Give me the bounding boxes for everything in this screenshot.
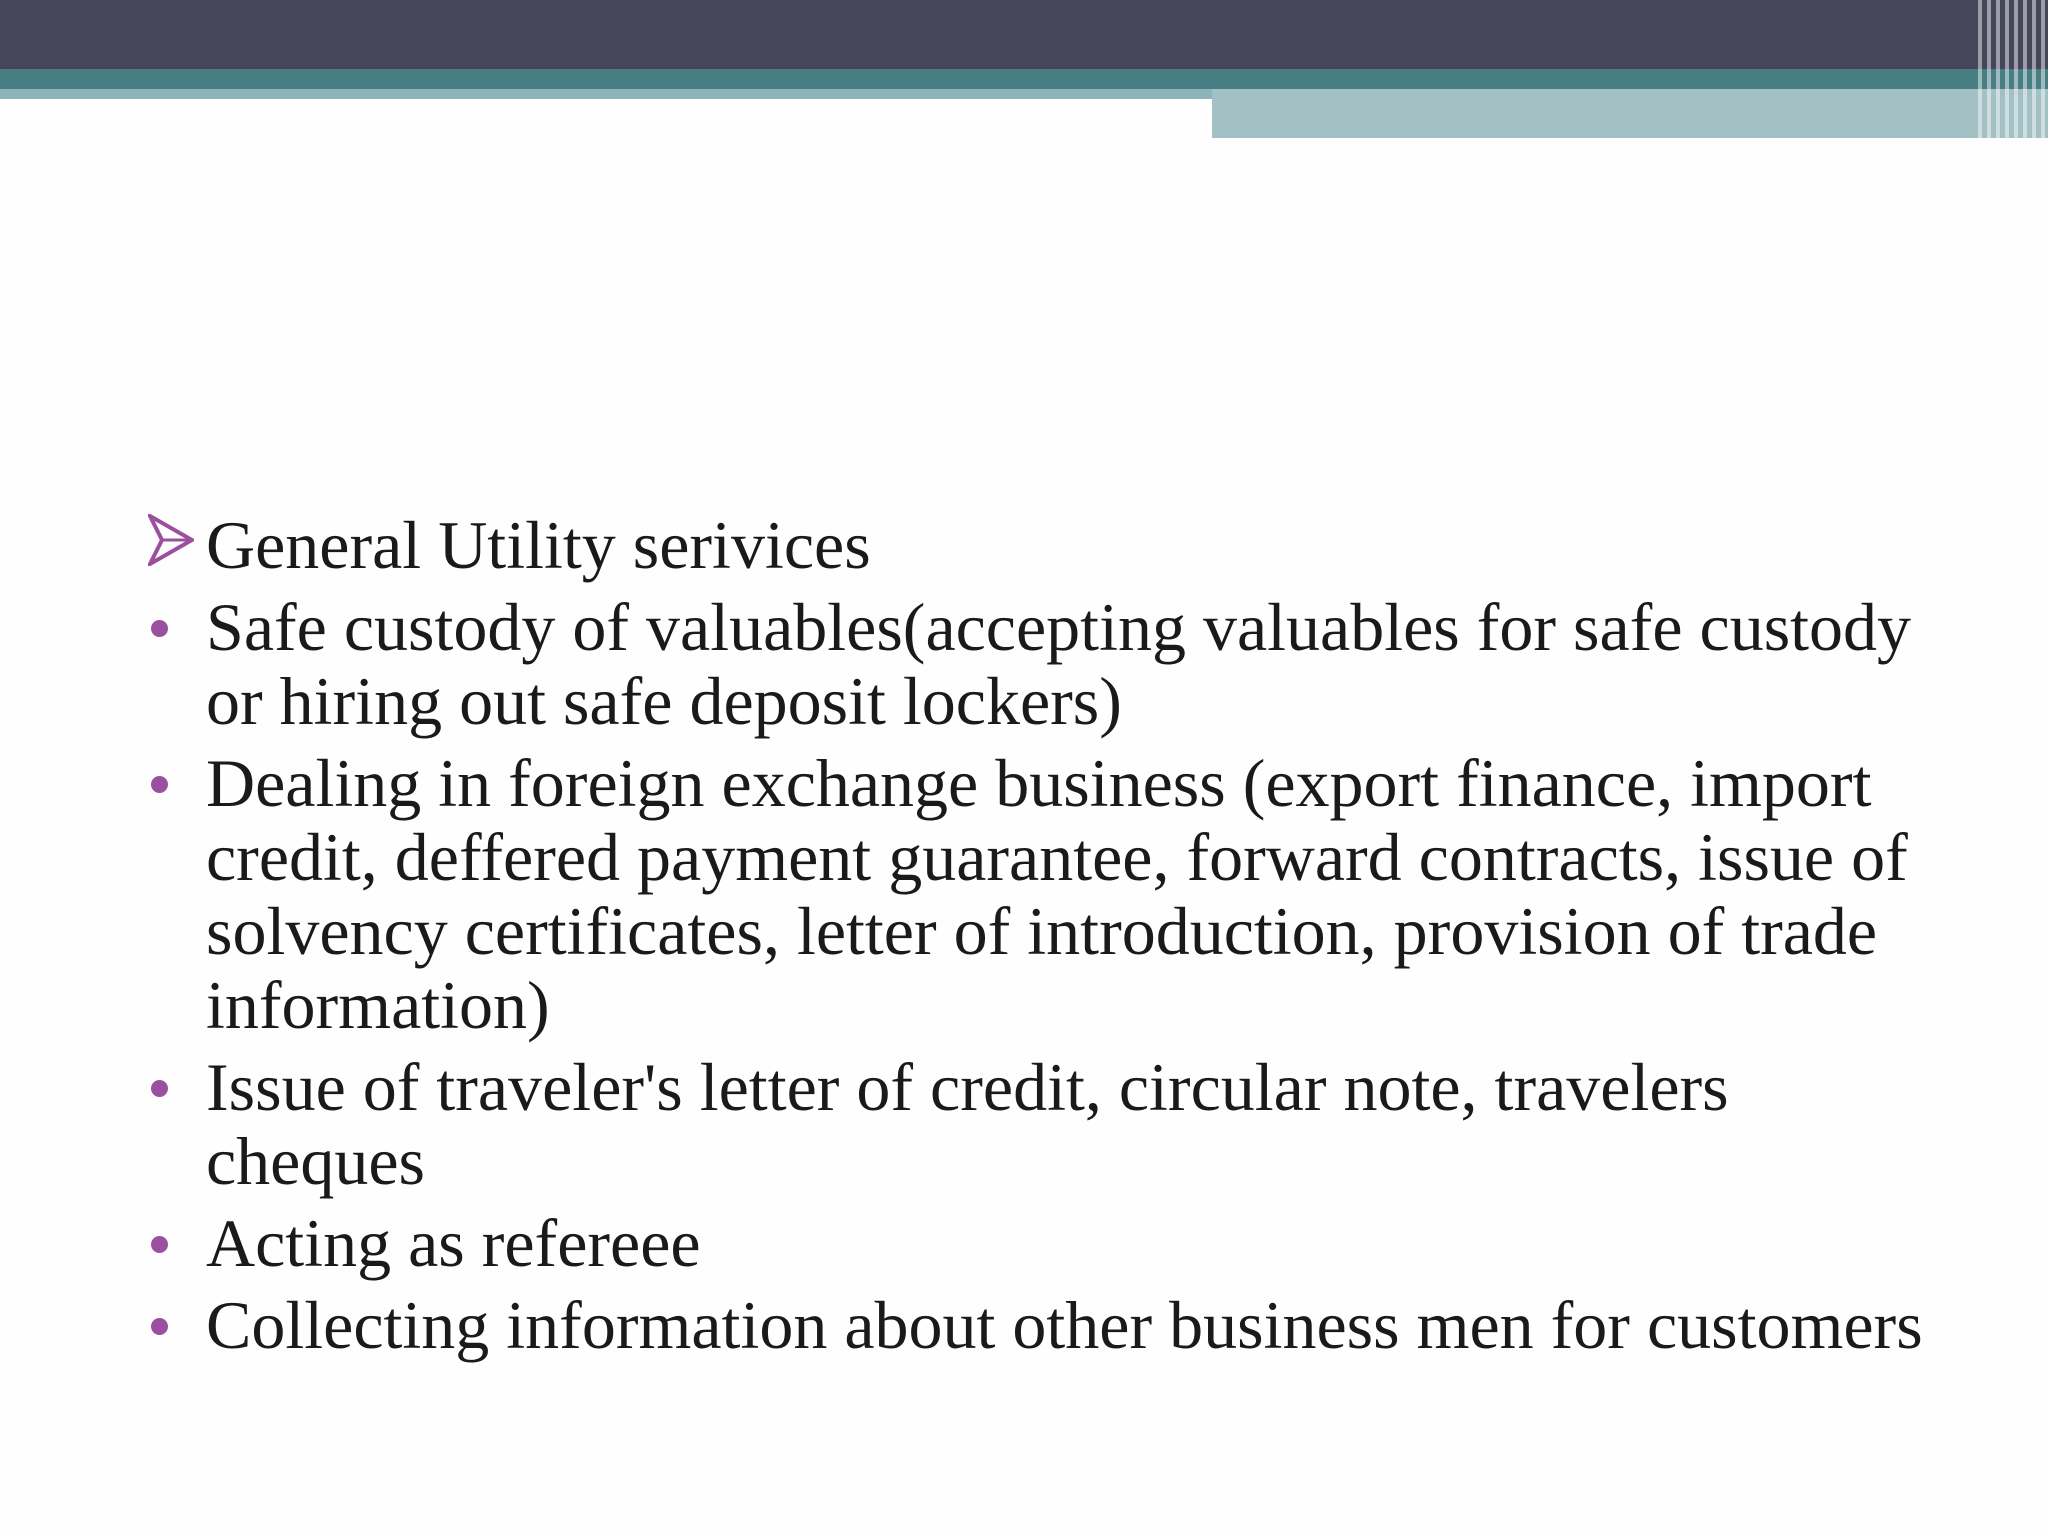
header-band-light-right: [1212, 89, 2048, 138]
dot-bullet-icon: [146, 1288, 206, 1362]
list-item-text: Issue of traveler's letter of credit, circular note, travelers cheques: [206, 1049, 1729, 1199]
list-item: [146, 508, 1936, 582]
dot-bullet-icon: [146, 1206, 206, 1280]
list-item-text: General Utility serivices: [206, 507, 871, 583]
header-band-teal: [0, 69, 2048, 89]
bullet-list: [146, 508, 1936, 1370]
list-item: [146, 746, 1936, 1042]
header-band-dark: [0, 0, 2048, 69]
list-item: [146, 590, 1936, 738]
header-stripes-decoration: [1978, 0, 2048, 138]
dot-bullet-icon: [146, 746, 206, 820]
header-band-light-left: [0, 89, 1212, 99]
arrow-bullet-icon: [146, 508, 206, 582]
list-item: [146, 1288, 1936, 1362]
list-item-text: Safe custody of valuables(accepting valuables for safe custody or hiring out safe deposit lockers): [206, 589, 1912, 739]
list-item: [146, 1206, 1936, 1280]
dot-bullet-icon: [146, 1050, 206, 1124]
list-item-text: Collecting information about other business men for customers: [206, 1287, 1923, 1363]
list-item: [146, 1050, 1936, 1198]
dot-bullet-icon: [146, 590, 206, 664]
list-item-text: Acting as refereee: [206, 1205, 701, 1281]
list-item-text: Dealing in foreign exchange business (export finance, import credit, deffered payment guarantee, forward contracts, issue of solvency certificates, letter of introduction, provision of trade information): [206, 745, 1908, 1043]
